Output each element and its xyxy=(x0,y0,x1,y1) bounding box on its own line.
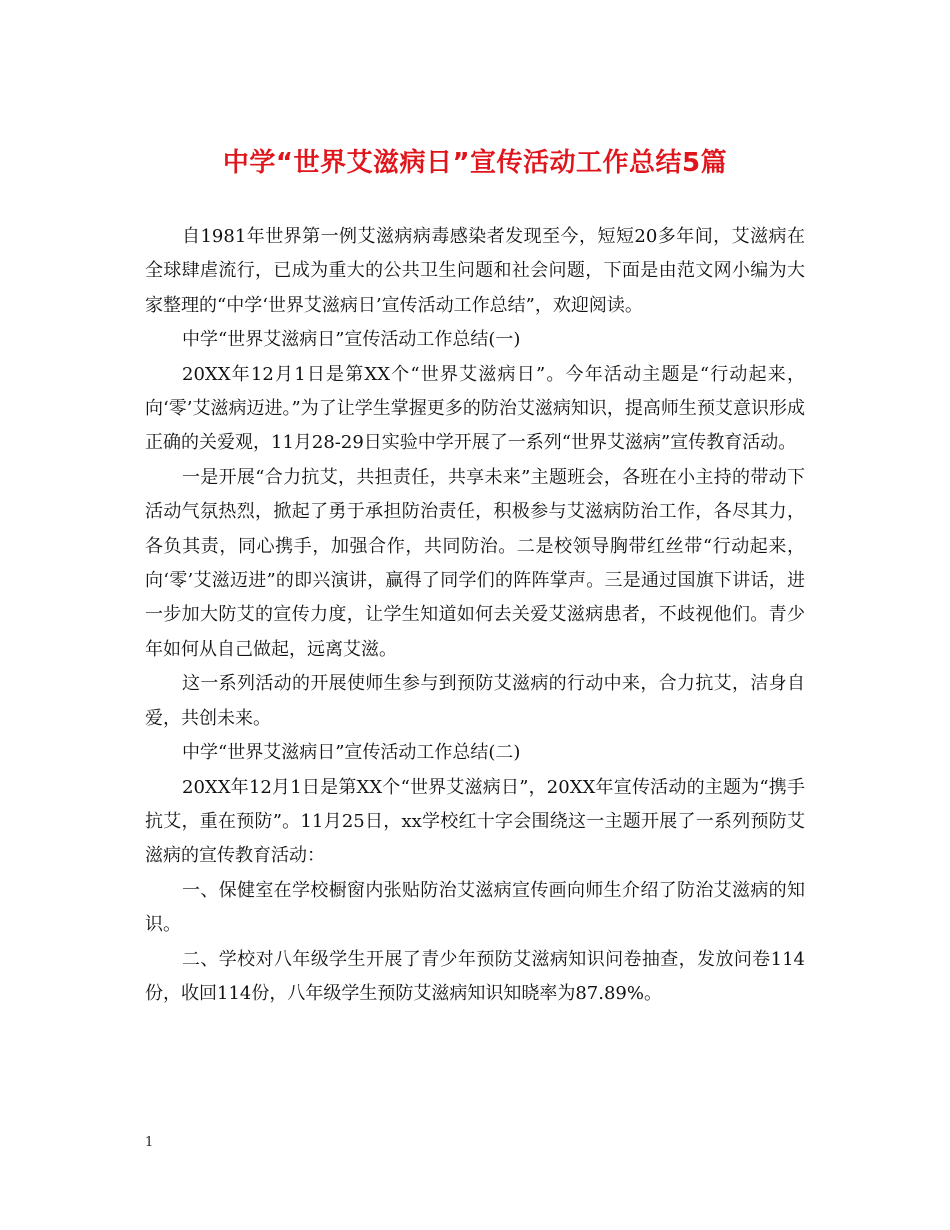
section-heading-1: 中学“世界艾滋病日”宣传活动工作总结(一) xyxy=(182,329,521,351)
page-number: 1 xyxy=(145,1135,154,1150)
paragraph: 一、保健室在学校橱窗内张贴防治艾滋病宣传画向师生介绍了防治艾滋病的知识。 xyxy=(145,879,805,936)
section-heading-2: 中学“世界艾滋病日”宣传活动工作总结(二) xyxy=(182,742,521,764)
paragraph: 二、学校对八年级学生开展了青少年预防艾滋病知识问卷抽查，发放问卷114份，收回114份，八年级学生预防艾滋病知识知晓率为87.89%。 xyxy=(145,948,805,1004)
paragraph: 一是开展“合力抗艾，共担责任，共享未来”主题班会，各班在小主持的带动下活动气氛热烈，掀起了勇于承担防治责任，积极参与艾滋病防治工作，各尽其力，各负其责，同心携手，加强合作，共同防治。二是校领导胸带红丝带“行动起来，向‘零’艾滋迈进”的即兴演讲，赢得了同学们的阵阵掌声。三是通过国旗下讲话，进一步加大防艾的宣传力度，让学生知道如何去关爱艾滋病患者，不歧视他们。青少年如何从自己做起，远离艾滋。 xyxy=(145,466,805,660)
paragraph: 20XX年12月1日是第XX个“世界艾滋病日”，20XX年宣传活动的主题为“携手抗艾，重在预防”。11月25日，xx学校红十字会围绕这一主题开展了一系列预防艾滋病的宣传教育活动： xyxy=(145,776,805,867)
document-title: 中学“世界艾滋病日”宣传活动工作总结5篇 xyxy=(222,148,728,178)
paragraph: 20XX年12月1日是第XX个“世界艾滋病日”。今年活动主题是“行动起来，向‘零’艾滋病迈进。”为了让学生掌握更多的防治艾滋病知识，提高师生预艾意识形成正确的关爱观，11月28-29日实验中学开展了一系列“世界艾滋病”宣传教育活动。 xyxy=(145,363,805,454)
paragraph: 这一系列活动的开展使师生参与到预防艾滋病的行动中来，合力抗艾，洁身自爱，共创未来。 xyxy=(145,673,805,729)
document-body xyxy=(145,220,805,1011)
paragraph-intro: 自1981年世界第一例艾滋病病毒感染者发现至今，短短20多年间，艾滋病在全球肆虐流行，已成为重大的公共卫生问题和社会问题，下面是由范文网小编为大家整理的“中学‘世界艾滋病日’宣传活动工作总结”，欢迎阅读。 xyxy=(145,226,805,316)
